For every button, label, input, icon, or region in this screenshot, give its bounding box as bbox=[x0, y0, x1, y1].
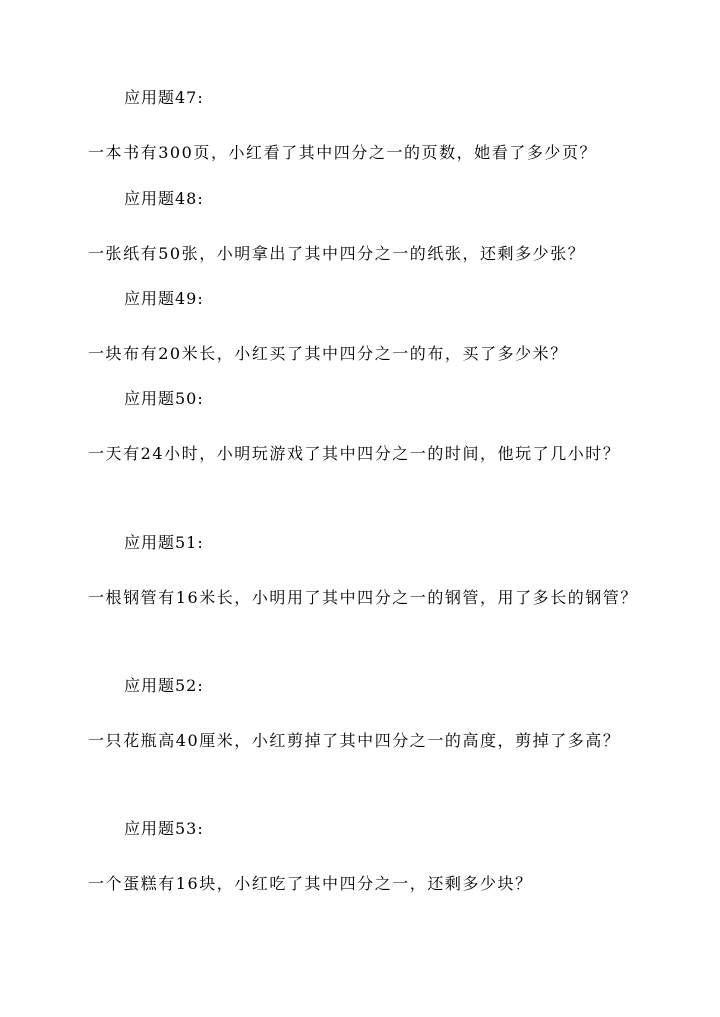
problem-heading: 应用题52: bbox=[124, 676, 204, 695]
problem-heading: 应用题48: bbox=[124, 189, 204, 208]
problem-heading: 应用题51: bbox=[124, 533, 204, 552]
problem-question: 一只花瓶高40厘米，小红剪掉了其中四分之一的高度，剪掉了多高？ bbox=[88, 731, 621, 750]
problem-heading: 应用题47: bbox=[124, 88, 204, 107]
problem-heading: 应用题53: bbox=[124, 819, 204, 838]
problem-question: 一张纸有50张，小明拿出了其中四分之一的纸张，还剩多少张？ bbox=[88, 244, 586, 263]
problem-heading: 应用题50: bbox=[124, 389, 204, 408]
problem-heading: 应用题49: bbox=[124, 289, 204, 308]
problem-question: 一天有24小时，小明玩游戏了其中四分之一的时间，他玩了几小时？ bbox=[88, 444, 621, 463]
problem-question: 一本书有300页，小红看了其中四分之一的页数，她看了多少页？ bbox=[88, 143, 598, 162]
problem-question: 一块布有20米长，小红买了其中四分之一的布，买了多少米？ bbox=[88, 344, 568, 363]
problem-question: 一个蛋糕有16块，小红吃了其中四分之一，还剩多少块？ bbox=[88, 874, 533, 893]
problem-question: 一根钢管有16米长，小明用了其中四分之一的钢管，用了多长的钢管？ bbox=[88, 588, 638, 607]
